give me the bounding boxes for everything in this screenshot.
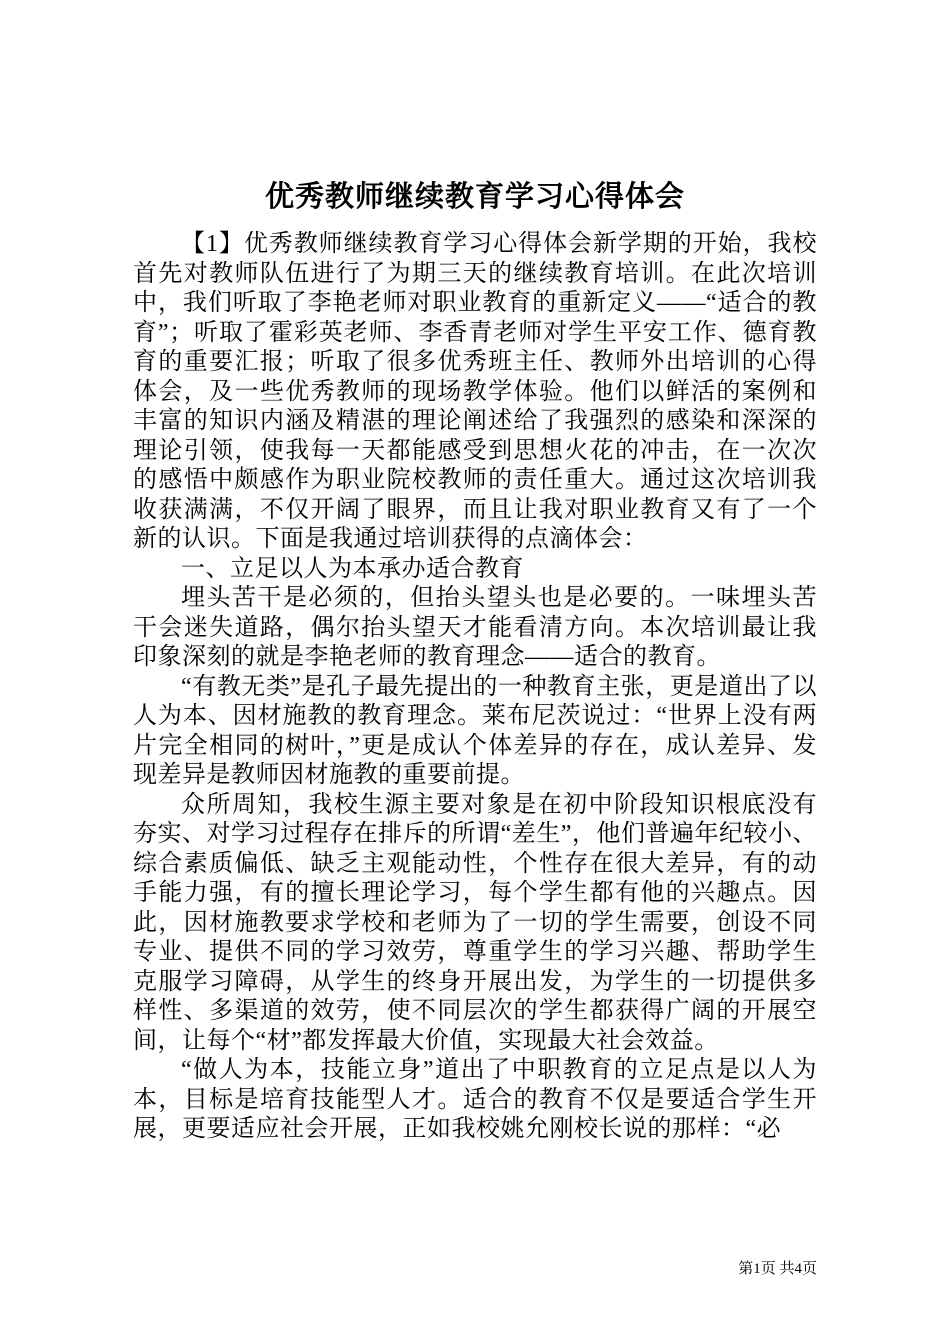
page-footer xyxy=(738,1260,817,1278)
page-number-label: 第1页 共4页 xyxy=(738,1261,817,1277)
paragraph-intro: 【1】优秀教师继续教育学习心得体会新学期的开始，我校首先对教师队伍进行了为期三天的继续教育培训。在此次培训中，我们听取了李艳老师对职业教育的重新定义——“适合的教育”；听取了霍彩英老师、李香青老师对学生平安工作、德育教育的重要汇报；听取了很多优秀班主任、教师外出培训的心得体会，及一些优秀教师的现场教学体验。他们以鲜活的案例和丰富的知识内涵及精湛的理论阐述给了我强烈的感染和深深的理论引领，使我每一天都能感受到思想火花的冲击，在一次次的感悟中颇感作为职业院校教师的责任重大。通过这次培训我收获满满，不仅开阔了眼界，而且让我对职业教育又有了一个新的认识。下面是我通过培训获得的点滴体会： xyxy=(133,231,817,552)
paragraph-4: 众所周知，我校生源主要对象是在初中阶段知识根底没有夯实、对学习过程存在排斥的所谓“差生”，他们普遍年纪较小、综合素质偏低、缺乏主观能动性，个性存在很大差异，有的动手能力强，有的擅长理论学习，每个学生都有他的兴趣点。因此，因材施教要求学校和老师为了一切的学生需要，创设不同专业、提供不同的学习效劳，尊重学生的学习兴趣、帮助学生克服学习障碍，从学生的终身开展出发，为学生的一切提供多样性、多渠道的效劳，使不同层次的学生都获得广阔的开展空间，让每个“材”都发挥最大价值，实现最大社会效益。 xyxy=(133,791,817,1054)
paragraph-2: 埋头苦干是必须的，但抬头望头也是必要的。一味埋头苦干会迷失道路，偶尔抬头望天才能看清方向。本次培训最让我印象深刻的就是李艳老师的教育理念——适合的教育。 xyxy=(133,585,817,670)
section-heading-1: 一、立足以人为本承办适合教育 xyxy=(181,555,524,582)
paragraph-3: “有教无类”是孔子最先提出的一种教育主张，更是道出了以人为本、因材施教的教育理念。莱布尼茨说过：“世界上没有两片完全相同的树叶，”更是成认个体差异的存在，成认差异、发现差异是教师因材施教的重要前提。 xyxy=(133,673,817,788)
paragraph-5: “做人为本，技能立身”道出了中职教育的立足点是以人为本，目标是培育技能型人才。适合的教育不仅是要适合学生开展，更要适应社会开展，正如我校姚允刚校长说的那样：“必 xyxy=(133,1057,817,1142)
document-content xyxy=(133,178,817,1145)
document-title: 优秀教师继续教育学习心得体会 xyxy=(264,181,685,213)
